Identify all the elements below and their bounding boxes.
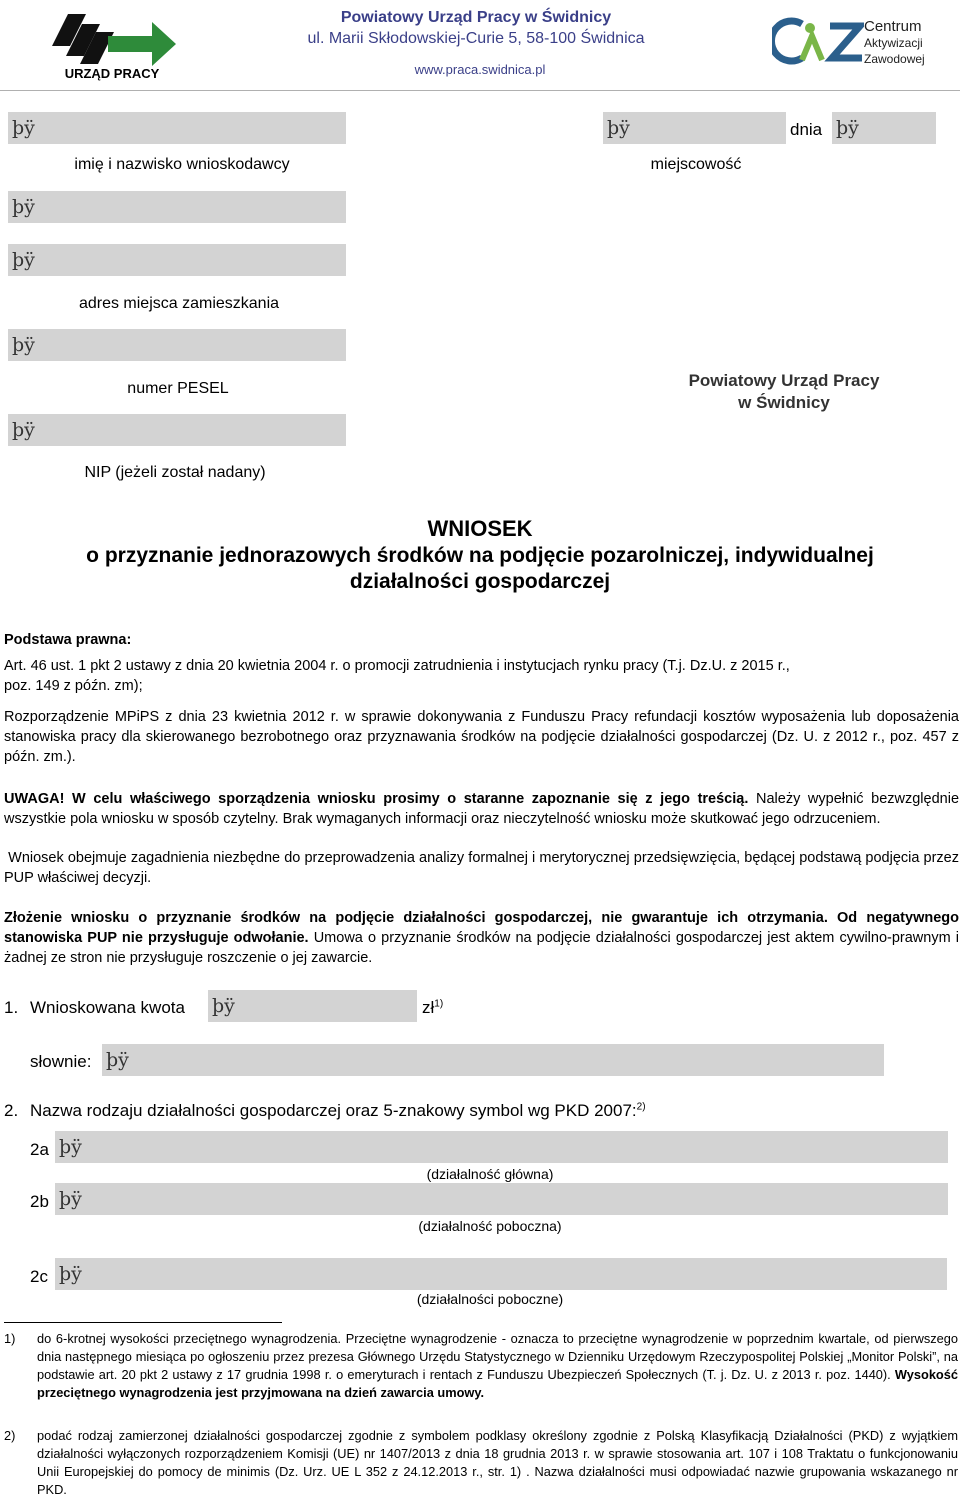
caz-logo bbox=[772, 16, 932, 70]
date-label: dnia bbox=[790, 120, 823, 139]
office-website[interactable]: www.praca.swidnica.pl bbox=[414, 62, 546, 77]
row-2b-field[interactable]: þÿ bbox=[55, 1183, 948, 1215]
applicant-name-field[interactable]: þÿ bbox=[8, 112, 346, 144]
notice-bold-warning2: Od negatywnego stanowiska PUP nie przysługuje odwołanie. bbox=[4, 910, 959, 946]
office-name: Powiatowy Urząd Pracy w Świdnicy bbox=[340, 9, 612, 26]
footnote1-bold: Wysokość przeciętnego wynagrodzenia jest przyjmowana na dzień zawarcia umowy. bbox=[37, 1367, 958, 1400]
notice-scope: Wniosek obejmuje zagadnienia niezbędne do przeprowadzenia analizy formalnej i merytorycznej przedsięwzięcia, będącej podstawą podjęcia przez PUP właściwej decyzji. bbox=[4, 850, 959, 886]
row-2c-field[interactable]: þÿ bbox=[55, 1258, 947, 1290]
footnote2-mark: 2) bbox=[4, 1428, 16, 1443]
footnote-ref-1: 1) bbox=[434, 998, 444, 1010]
amount-field[interactable]: þÿ bbox=[208, 990, 417, 1022]
recipient-line1: Powiatowy Urząd Pracy bbox=[688, 371, 880, 390]
caz-line3: Zawodowej bbox=[864, 52, 925, 66]
currency-label bbox=[422, 998, 443, 1018]
place-field[interactable]: þÿ bbox=[603, 112, 786, 144]
recipient-line2: w Świdnicy bbox=[738, 393, 830, 412]
address-caption: adres miejsca zamieszkania bbox=[78, 295, 280, 312]
row-2c-caption: (działalności poboczne) bbox=[416, 1291, 564, 1307]
pesel-field[interactable]: þÿ bbox=[8, 329, 346, 361]
footnote1-mark: 1) bbox=[4, 1331, 16, 1346]
footnote2-text: podać rodzaj zamierzonej działalności gospodarczej zgodnie z symbolem podklasy określony zgodnie z Polską Klasyfikacją Działalności (PKD) z wyjątkiem działalności wyłączonych rozporządzeniem Komisji (UE) nr 1407/2013 z dnia 18 grudnia 2013 r. w sprawie stosowania art. 107 i 108 Traktatu o funkcjonowaniu Unii Europejskiej do pomocy de minimis (Dz. Urz. UE L 352 z 24.12.2013 r., str. 1) . Nazwa działalności musi odpowiadać nazwie grupowania wskazanego nr PKD. bbox=[37, 1428, 958, 1497]
address-field-2[interactable]: þÿ bbox=[8, 244, 346, 276]
amount-words-label: słownie: bbox=[30, 1052, 92, 1071]
section1-label: Wnioskowana kwota bbox=[30, 998, 185, 1017]
legal-basis-line2: poz. 149 z późn. zm); bbox=[4, 678, 143, 694]
caz-line1: Centrum bbox=[864, 18, 922, 35]
row-2a-label: 2a bbox=[30, 1140, 49, 1159]
notice-warning bbox=[4, 908, 959, 968]
caz-logo-mark bbox=[772, 16, 864, 66]
footnote1-body: do 6-krotnej wysokości przeciętnego wynagrodzenia. Przeciętne wynagrodzenie - oznacza to przeciętne wynagrodzenie w poprzednim kwartale, od pierwszego dnia następnego miesiąca po ogłoszeniu przez prezesa Głównego Urzędu Statystycznego w Dzienniku Urzędowym Rzeczypospolitej Polskiej „Monitor Polski”, na podstawie art. 20 pkt 2 ustawy z 17 grudnia 1998 r. o emeryturach i rentach z Funduszu Ubezpieczeń Społecznych (T. j. Dz. U. z 2013 r. poz. 1440). bbox=[37, 1331, 958, 1382]
doc-title: WNIOSEK bbox=[427, 516, 533, 541]
section1-number: 1. bbox=[4, 998, 19, 1017]
footnote1-text bbox=[37, 1330, 958, 1402]
office-address: ul. Marii Skłodowskiej-Curie 5, 58-100 Świdnica bbox=[307, 30, 645, 47]
section2-label bbox=[30, 1101, 646, 1121]
pup-logo-text: URZĄD PRACY bbox=[64, 66, 160, 81]
pesel-caption: numer PESEL bbox=[127, 380, 229, 397]
legal-basis-regulation: Rozporządzenie MPiPS z dnia 23 kwietnia 2012 r. w sprawie dokonywania z Funduszu Pracy refundacji kosztów wyposażenia lub doposażenia stanowiska pracy dla skierowanego bezrobotnego oraz przyznawania środków na podjęcie działalności gospodarczej (Dz. U. z 2012 r., poz. 457 z późn. zm.). bbox=[4, 709, 959, 765]
nip-field[interactable]: þÿ bbox=[8, 414, 346, 446]
row-2b-label: 2b bbox=[30, 1192, 49, 1211]
address-field-1[interactable]: þÿ bbox=[8, 191, 346, 223]
notice-uwaga: UWAGA! bbox=[4, 791, 65, 807]
row-2a-field[interactable]: þÿ bbox=[55, 1131, 948, 1163]
notice-bold-warning1: Złożenie wniosku o przyznanie środków na podjęcie działalności gospodarczej, nie gwarantuje ich otrzymania. bbox=[4, 910, 828, 926]
footnote-separator bbox=[4, 1322, 282, 1323]
nip-caption: NIP (jeżeli został nadany) bbox=[84, 464, 266, 481]
row-2b-caption: (działalność poboczna) bbox=[418, 1218, 562, 1234]
date-field[interactable]: þÿ bbox=[832, 112, 936, 144]
pup-logo bbox=[48, 6, 178, 82]
section2-number: 2. bbox=[4, 1101, 19, 1120]
row-2a-caption: (działalność główna) bbox=[426, 1166, 554, 1182]
notice-paragraph bbox=[4, 789, 959, 829]
currency-text: zł bbox=[422, 998, 435, 1017]
section2-label-text: Nazwa rodzaju działalności gospodarczej oraz 5-znakowy symbol wg PKD 2007: bbox=[30, 1101, 637, 1120]
legal-basis-line1: Art. 46 ust. 1 pkt 2 ustawy z dnia 20 kwietnia 2004 r. o promocji zatrudnienia i instytucjach rynku pracy (T.j. Dz.U. z 2015 r., bbox=[4, 658, 790, 674]
amount-words-field[interactable]: þÿ bbox=[102, 1044, 884, 1076]
notice-rest: Należy wypełnić bezwzględnie wszystkie pola wniosku w sposób czytelny. Brak wymaganych informacji oraz nieczytelność wniosku może skutkować jego odrzuceniem. bbox=[4, 791, 960, 827]
header-divider bbox=[0, 90, 960, 91]
legal-basis-heading: Podstawa prawna: bbox=[4, 632, 132, 648]
caz-line2: Aktywizacji bbox=[864, 36, 923, 50]
doc-subtitle-line2: działalności gospodarczej bbox=[349, 570, 611, 593]
applicant-name-caption: imię i nazwisko wnioskodawcy bbox=[74, 156, 290, 173]
footnote-ref-2: 2) bbox=[636, 1101, 646, 1113]
notice-bold-sentence: W celu właściwego sporządzenia wniosku prosimy o staranne zapoznanie się z jego treścią. bbox=[72, 791, 749, 807]
notice-contract: Umowa o przyznanie środków na podjęcie działalności gospodarczej jest aktem cywilno-prawnym i żadnej ze stron nie przysługuje roszczenie o jej zawarcie. bbox=[4, 930, 959, 966]
doc-subtitle-line1: o przyznanie jednorazowych środków na podjęcie pozarolniczej, indywidualnej bbox=[86, 544, 874, 567]
row-2c-label: 2c bbox=[30, 1267, 48, 1286]
pup-logo-graphic bbox=[48, 6, 178, 68]
place-caption: miejscowość bbox=[650, 156, 742, 173]
